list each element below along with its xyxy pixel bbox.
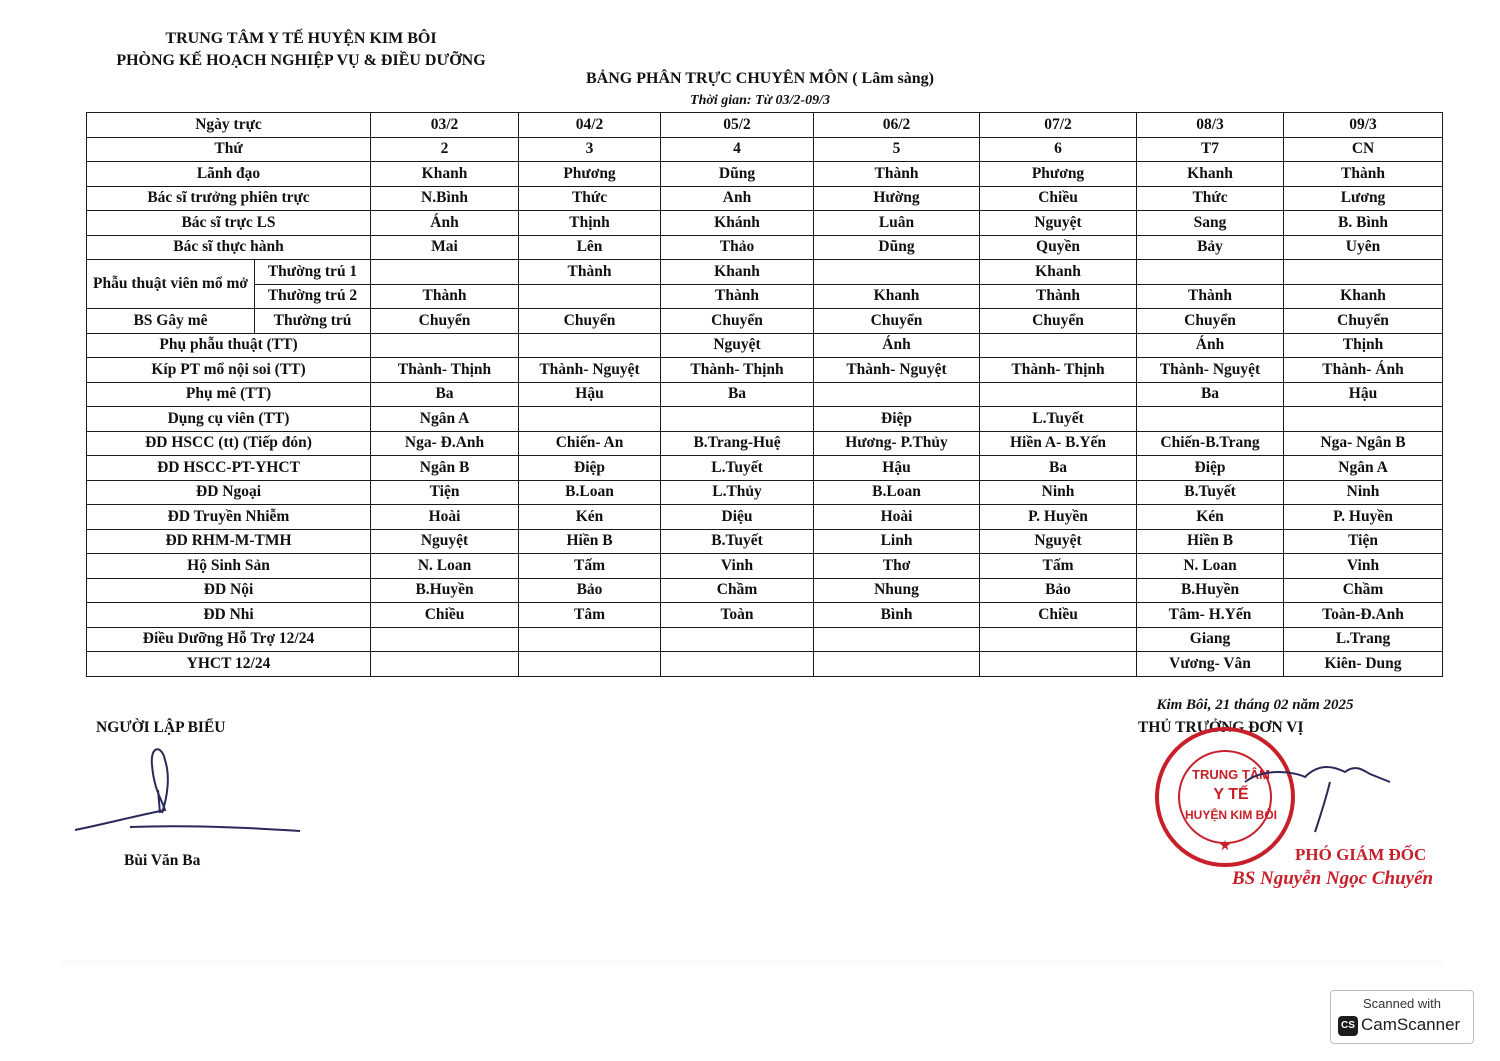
table-cell: Thành	[980, 284, 1137, 309]
table-cell: Ngân A	[1284, 456, 1443, 481]
table-cell: B.Tuyết	[661, 529, 814, 554]
table-cell: Linh	[814, 529, 980, 554]
table-cell: B.Tuyết	[1137, 480, 1284, 505]
table-cell: N.Bình	[371, 186, 519, 211]
table-cell	[519, 333, 661, 358]
date-header-cell: 06/2	[814, 113, 980, 138]
table-row	[87, 603, 1443, 628]
table-cell: B.Loan	[519, 480, 661, 505]
scan-shadow	[60, 960, 1442, 970]
table-cell: Nguyệt	[371, 529, 519, 554]
table-cell: Điệp	[519, 456, 661, 481]
place-date: Kim Bôi, 21 tháng 02 năm 2025	[1156, 697, 1354, 713]
table-cell	[371, 260, 519, 285]
surgeon-group-label: Phẫu thuật viên mổ mở	[87, 260, 255, 309]
camscanner-watermark	[1330, 990, 1474, 1044]
weekday-cell: 4	[661, 137, 814, 162]
table-cell: Vương- Vân	[1137, 652, 1284, 677]
preparer-name: Bùi Văn Ba	[124, 852, 201, 869]
table-cell: Ánh	[1137, 333, 1284, 358]
table-cell	[371, 652, 519, 677]
watermark-caption: Scanned with	[1362, 996, 1442, 1011]
table-row	[87, 652, 1443, 677]
table-cell: Tiện	[371, 480, 519, 505]
table-cell: Luân	[814, 211, 980, 236]
head-signature	[1235, 752, 1395, 842]
table-cell: Chuyển	[980, 309, 1137, 334]
table-cell: Tiện	[1284, 529, 1443, 554]
table-cell: N. Loan	[1137, 554, 1284, 579]
table-cell: Ánh	[371, 211, 519, 236]
seal-text-line3: HUYỆN KIM BÔI	[1184, 808, 1277, 822]
table-cell: Ngân B	[371, 456, 519, 481]
table-cell: Chiều	[980, 603, 1137, 628]
table-cell	[980, 333, 1137, 358]
weekday-cell: 2	[371, 137, 519, 162]
table-cell: B.Huyền	[371, 578, 519, 603]
table-cell: Hiền B	[519, 529, 661, 554]
table-cell: Hiền A- B.Yến	[980, 431, 1137, 456]
table-cell: Thành	[1284, 162, 1443, 187]
table-cell: Hậu	[1284, 382, 1443, 407]
surgeon-row-1	[87, 260, 1443, 285]
table-cell: Lương	[1284, 186, 1443, 211]
head-position: PHÓ GIÁM ĐỐC	[1295, 845, 1427, 864]
table-cell: L.Thủy	[661, 480, 814, 505]
table-cell: Chuyển	[519, 309, 661, 334]
table-cell	[814, 652, 980, 677]
table-cell	[814, 382, 980, 407]
table-cell: Thành- Nguyệt	[814, 358, 980, 383]
table-cell	[814, 260, 980, 285]
table-cell	[1137, 407, 1284, 432]
table-cell: B.Trang-Huệ	[661, 431, 814, 456]
table-cell	[519, 627, 661, 652]
header-row-weekdays	[87, 137, 1443, 162]
row-label: Bác sĩ trưởng phiên trực	[87, 186, 371, 211]
table-cell: Nguyệt	[980, 529, 1137, 554]
table-cell: Thịnh	[519, 211, 661, 236]
row-label: Điều Dưỡng Hỗ Trợ 12/24	[87, 627, 371, 652]
table-row	[87, 382, 1443, 407]
row-label: ĐD Nhi	[87, 603, 371, 628]
watermark-brand: CamScanner	[1361, 1015, 1461, 1034]
date-header-cell: 03/2	[371, 113, 519, 138]
table-cell: Bảo	[980, 578, 1137, 603]
table-cell: Thành- Ánh	[1284, 358, 1443, 383]
table-cell: Uyên	[1284, 235, 1443, 260]
table-cell: Tấm	[980, 554, 1137, 579]
table-cell: Vinh	[1284, 554, 1443, 579]
table-cell: Chuyển	[1137, 309, 1284, 334]
surgeon-row-2	[87, 284, 1443, 309]
table-cell: Toàn-Đ.Anh	[1284, 603, 1443, 628]
table-cell: Nga- Ngân B	[1284, 431, 1443, 456]
table-cell: Thức	[1137, 186, 1284, 211]
table-cell: Thành	[371, 284, 519, 309]
org-name: TRUNG TÂM Y TẾ HUYỆN KIM BÔI	[165, 30, 437, 47]
table-row	[87, 333, 1443, 358]
table-cell: Thành- Nguyệt	[519, 358, 661, 383]
organization-header	[86, 28, 516, 72]
table-cell	[661, 652, 814, 677]
table-cell: Ba	[371, 382, 519, 407]
table-cell: Lên	[519, 235, 661, 260]
table-cell: Sang	[1137, 211, 1284, 236]
table-cell: Ninh	[1284, 480, 1443, 505]
table-cell: Khanh	[1137, 162, 1284, 187]
table-cell: Tâm- H.Yến	[1137, 603, 1284, 628]
table-cell: L.Trang	[1284, 627, 1443, 652]
anesthesia-label: BS Gây mê	[87, 309, 255, 334]
table-cell: Vinh	[661, 554, 814, 579]
table-cell	[371, 333, 519, 358]
table-cell: Hoài	[371, 505, 519, 530]
table-cell	[1284, 407, 1443, 432]
table-cell: Dũng	[661, 162, 814, 187]
table-cell	[1137, 260, 1284, 285]
table-cell: Thành- Thịnh	[371, 358, 519, 383]
table-cell: Giang	[1137, 627, 1284, 652]
table-cell: Khánh	[661, 211, 814, 236]
table-cell: Dũng	[814, 235, 980, 260]
table-cell: Chuyển	[371, 309, 519, 334]
table-cell: Ngân A	[371, 407, 519, 432]
table-cell: Hậu	[814, 456, 980, 481]
table-cell: L.Tuyết	[661, 456, 814, 481]
table-cell: Bảy	[1137, 235, 1284, 260]
row-label: YHCT 12/24	[87, 652, 371, 677]
table-cell: Hậu	[519, 382, 661, 407]
row-label: Bác sĩ trực LS	[87, 211, 371, 236]
table-cell: Phương	[519, 162, 661, 187]
table-cell: Chiến-B.Trang	[1137, 431, 1284, 456]
table-cell: Hoài	[814, 505, 980, 530]
table-row	[87, 407, 1443, 432]
date-header-cell: 07/2	[980, 113, 1137, 138]
table-cell: Mai	[371, 235, 519, 260]
document-title: BẢNG PHÂN TRỰC CHUYÊN MÔN ( Lâm sàng)	[586, 70, 934, 87]
table-cell: Chiến- An	[519, 431, 661, 456]
weekday-cell: 6	[980, 137, 1137, 162]
surgeon-sub-label: Thường trú 1	[255, 260, 371, 285]
head-title: THỦ TRƯỞNG ĐƠN VỊ	[1138, 719, 1304, 736]
table-cell: Thành- Thịnh	[661, 358, 814, 383]
row-label: ĐD Ngoại	[87, 480, 371, 505]
anesthesia-row	[87, 309, 1443, 334]
table-cell: Chiều	[371, 603, 519, 628]
table-cell: Thành	[661, 284, 814, 309]
table-cell: L.Tuyết	[980, 407, 1137, 432]
table-cell	[519, 652, 661, 677]
weekday-cell: 5	[814, 137, 980, 162]
svg-text:★: ★	[1218, 839, 1232, 854]
table-cell: Quyền	[980, 235, 1137, 260]
table-cell: B.Loan	[814, 480, 980, 505]
preparer-signature	[70, 735, 310, 845]
table-cell	[1284, 260, 1443, 285]
camscanner-logo-icon: CS	[1338, 1016, 1358, 1036]
table-cell: Ba	[661, 382, 814, 407]
table-cell: Thức	[519, 186, 661, 211]
table-cell: Tấm	[519, 554, 661, 579]
table-row	[87, 627, 1443, 652]
table-cell: Kén	[1137, 505, 1284, 530]
seal-text-line2: Y TẾ	[1213, 786, 1249, 803]
table-cell: Thảo	[661, 235, 814, 260]
table-cell	[519, 284, 661, 309]
table-cell: Nguyệt	[661, 333, 814, 358]
table-cell: Nga- Đ.Anh	[371, 431, 519, 456]
row-label: ĐD HSCC-PT-YHCT	[87, 456, 371, 481]
table-cell: Hường	[814, 186, 980, 211]
table-row	[87, 480, 1443, 505]
table-cell: Bình	[814, 603, 980, 628]
table-cell: Kén	[519, 505, 661, 530]
table-cell: Chuyển	[814, 309, 980, 334]
duty-roster-table	[86, 112, 1443, 677]
table-cell: Ba	[980, 456, 1137, 481]
table-cell: B.Huyền	[1137, 578, 1284, 603]
weekday-cell: 3	[519, 137, 661, 162]
row-label: Phụ mê (TT)	[87, 382, 371, 407]
table-cell	[980, 382, 1137, 407]
table-cell: Thành- Thịnh	[980, 358, 1137, 383]
table-cell: Bảo	[519, 578, 661, 603]
row-label: Bác sĩ thực hành	[87, 235, 371, 260]
date-header-cell: 04/2	[519, 113, 661, 138]
table-cell: Thành	[814, 162, 980, 187]
table-cell: Ninh	[980, 480, 1137, 505]
department-name: PHÒNG KẾ HOẠCH NGHIỆP VỤ & ĐIỀU DƯỠNG	[116, 52, 486, 69]
row-label: Kíp PT mổ nội soi (TT)	[87, 358, 371, 383]
table-cell: Khanh	[814, 284, 980, 309]
table-cell: Khanh	[371, 162, 519, 187]
table-cell: Chầm	[661, 578, 814, 603]
table-cell: Ánh	[814, 333, 980, 358]
row-label: ĐD HSCC (tt) (Tiếp đón)	[87, 431, 371, 456]
table-cell: Nguyệt	[980, 211, 1137, 236]
table-cell: Chiều	[980, 186, 1137, 211]
weekday-header-label: Thứ	[87, 137, 371, 162]
document-period: Thời gian: Từ 03/2-09/3	[690, 93, 830, 108]
row-label: ĐD Nội	[87, 578, 371, 603]
table-cell: N. Loan	[371, 554, 519, 579]
table-cell: Thành	[1137, 284, 1284, 309]
table-cell: Điệp	[814, 407, 980, 432]
table-cell: Kiên- Dung	[1284, 652, 1443, 677]
surgeon-sub-label: Thường trú 2	[255, 284, 371, 309]
table-row	[87, 211, 1443, 236]
row-label: ĐD RHM-M-TMH	[87, 529, 371, 554]
table-cell: Chầm	[1284, 578, 1443, 603]
table-cell: Ba	[1137, 382, 1284, 407]
table-cell: Khanh	[661, 260, 814, 285]
date-header-cell: 08/3	[1137, 113, 1284, 138]
table-cell: Diệu	[661, 505, 814, 530]
table-cell: Thành- Nguyệt	[1137, 358, 1284, 383]
table-cell	[814, 627, 980, 652]
row-label: ĐD Truyền Nhiễm	[87, 505, 371, 530]
row-label: Dụng cụ viên (TT)	[87, 407, 371, 432]
row-label: Lãnh đạo	[87, 162, 371, 187]
table-cell: Chuyển	[1284, 309, 1443, 334]
table-cell: B. Bình	[1284, 211, 1443, 236]
header-row-dates	[87, 113, 1443, 138]
table-cell: Thành	[519, 260, 661, 285]
table-cell: Tâm	[519, 603, 661, 628]
table-cell	[661, 407, 814, 432]
table-cell: Thịnh	[1284, 333, 1443, 358]
table-cell	[661, 627, 814, 652]
table-cell: Nhung	[814, 578, 980, 603]
table-cell: P. Huyền	[980, 505, 1137, 530]
table-cell	[980, 652, 1137, 677]
table-cell: Điệp	[1137, 456, 1284, 481]
table-cell	[980, 627, 1137, 652]
seal-text-line1: TRUNG TÂM	[1192, 767, 1270, 782]
table-cell: Khanh	[1284, 284, 1443, 309]
head-name: BS Nguyễn Ngọc Chuyển	[1232, 868, 1434, 889]
table-cell: Chuyển	[661, 309, 814, 334]
table-row	[87, 505, 1443, 530]
roster-body	[87, 113, 1443, 677]
table-cell: Khanh	[980, 260, 1137, 285]
table-cell	[371, 627, 519, 652]
table-row	[87, 578, 1443, 603]
table-row	[87, 235, 1443, 260]
date-header-cell: 09/3	[1284, 113, 1443, 138]
table-row	[87, 529, 1443, 554]
table-row	[87, 186, 1443, 211]
table-cell: Phương	[980, 162, 1137, 187]
table-row	[87, 431, 1443, 456]
row-label: Hộ Sinh Sản	[87, 554, 371, 579]
table-cell: Anh	[661, 186, 814, 211]
table-row	[87, 456, 1443, 481]
weekday-cell: T7	[1137, 137, 1284, 162]
row-label: Phụ phẫu thuật (TT)	[87, 333, 371, 358]
table-cell: Thơ	[814, 554, 980, 579]
table-row	[87, 162, 1443, 187]
table-cell: P. Huyền	[1284, 505, 1443, 530]
table-cell: Toàn	[661, 603, 814, 628]
date-header-cell: 05/2	[661, 113, 814, 138]
table-row	[87, 554, 1443, 579]
date-header-label: Ngày trực	[87, 113, 371, 138]
table-row	[87, 358, 1443, 383]
preparer-title: NGƯỜI LẬP BIỂU	[96, 719, 226, 736]
table-cell: Hiền B	[1137, 529, 1284, 554]
table-cell	[519, 407, 661, 432]
table-cell: Hương- P.Thủy	[814, 431, 980, 456]
weekday-cell: CN	[1284, 137, 1443, 162]
anesthesia-sub-label: Thường trú	[255, 309, 371, 334]
